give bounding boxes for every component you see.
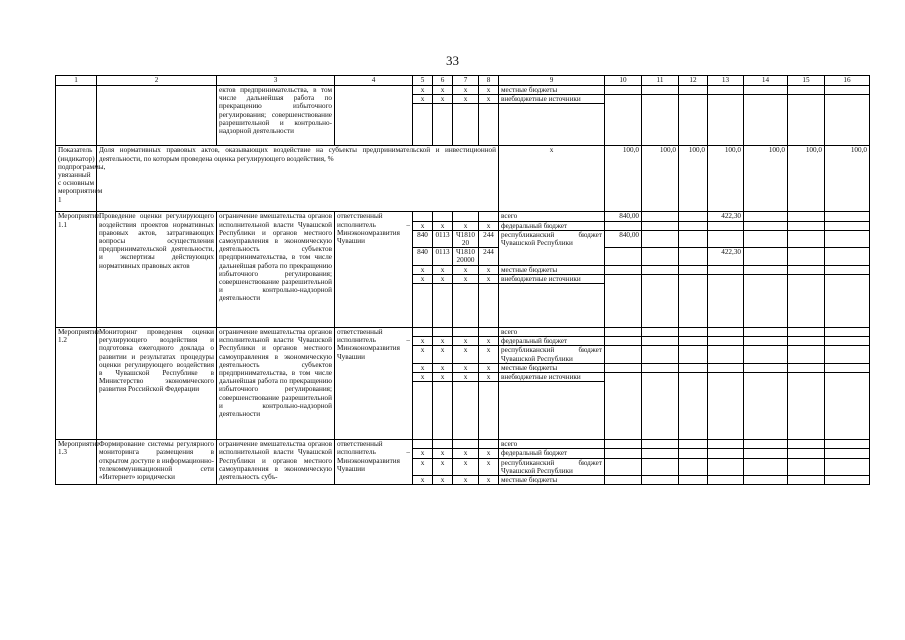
cell: [605, 95, 642, 146]
cell: x: [433, 363, 453, 372]
col-num: 16: [825, 76, 870, 86]
cell: Ч1810 20: [453, 230, 479, 247]
cell: [744, 458, 788, 475]
cell: [744, 337, 788, 346]
cell: [605, 337, 642, 346]
table-row: [56, 328, 870, 337]
cell: [433, 440, 453, 449]
cell: [642, 337, 679, 346]
cell: [642, 476, 679, 485]
cell: [708, 221, 744, 230]
measure-executor: ответственный исполнитель – Минэкономразвития Чувашии: [335, 440, 413, 485]
funding-source: местные бюджеты: [499, 363, 605, 372]
cell: x: [453, 458, 479, 475]
col-num: 15: [788, 76, 825, 86]
funding-source: местные бюджеты: [499, 476, 605, 485]
cell: [413, 382, 433, 440]
cell: [642, 230, 679, 247]
cell: [642, 265, 679, 274]
cell: [825, 337, 870, 346]
cell: x: [413, 221, 433, 230]
cell: [825, 248, 870, 265]
cell: [479, 212, 499, 221]
cell: [708, 274, 744, 327]
column-number-row: [56, 76, 870, 86]
cell: x: [433, 449, 453, 458]
funding-source: федеральный бюджет: [499, 449, 605, 458]
cell: [679, 449, 708, 458]
indicator-value: 100,0: [605, 146, 642, 212]
cell: Ч1810 20000: [453, 248, 479, 265]
cell: [679, 346, 708, 363]
cell: [788, 221, 825, 230]
cell: [825, 328, 870, 337]
cell: [708, 458, 744, 475]
col-num: 1: [56, 76, 97, 86]
indicator-text: Доля нормативных правовых актов, оказывающих воздействие на субъекты предпринимательской и инвестиционной деятельности, по которым проведена оценка регулирующего воздействия, %: [97, 146, 499, 212]
cell: [479, 104, 499, 146]
cell: [744, 449, 788, 458]
amount: [708, 230, 744, 247]
cell: [679, 328, 708, 337]
cell: [744, 248, 788, 265]
cell: [453, 440, 479, 449]
cell: [605, 458, 642, 475]
col-num: 2: [97, 76, 217, 86]
cell: [825, 86, 870, 95]
cell: x: [413, 95, 433, 104]
table-row: [56, 86, 870, 95]
cell: [605, 373, 642, 440]
cell: [788, 86, 825, 95]
funding-source: внебюджетные источники: [499, 373, 605, 382]
cell: x: [433, 373, 453, 382]
cell: [788, 337, 825, 346]
cell: x: [433, 86, 453, 95]
cell: [708, 373, 744, 440]
cell: x: [413, 363, 433, 372]
cell: [744, 230, 788, 247]
cell: [499, 104, 605, 146]
cell: x: [413, 86, 433, 95]
cell: [708, 476, 744, 485]
cell: x: [453, 265, 479, 274]
cell: [744, 440, 788, 449]
col-num: 10: [605, 76, 642, 86]
cell: [788, 230, 825, 247]
cell: [605, 449, 642, 458]
cell: [679, 440, 708, 449]
cell: [479, 284, 499, 328]
cell: [825, 440, 870, 449]
cell: [642, 373, 679, 440]
cell: [433, 212, 453, 221]
cell: [605, 476, 642, 485]
cell: x: [453, 337, 479, 346]
cell: x: [453, 449, 479, 458]
funding-source: федеральный бюджет: [499, 221, 605, 230]
cell: [605, 346, 642, 363]
cell: [679, 337, 708, 346]
measure-desc: Проведение оценки регулирующего воздействия проектов нормативных правовых актов, затрагивающих вопросы осуществления предпринимательской деятельности, и экспертизы действующих нормативных правовых актов: [97, 212, 217, 328]
cell: [605, 328, 642, 337]
cell: x: [479, 449, 499, 458]
amount: 422,30: [708, 248, 744, 265]
indicator-x: x: [499, 146, 605, 212]
cell: [642, 449, 679, 458]
col-num: 8: [479, 76, 499, 86]
cell: [642, 86, 679, 95]
cell: 0113: [433, 230, 453, 247]
cell: [335, 86, 413, 146]
funding-source: местные бюджеты: [499, 265, 605, 274]
funding-source: республиканский бюджет Чувашской Республики: [499, 346, 605, 363]
indicator-value: 100,0: [708, 146, 744, 212]
cell: [679, 230, 708, 247]
financing-table: [55, 75, 870, 485]
cell: [788, 346, 825, 363]
measure-goal: ограничение вмешательства органов исполнительной власти Чувашской Республики и органов местного самоуправления в экономическую деятельность субъ-: [217, 440, 335, 485]
cell: x: [453, 346, 479, 363]
cell: [413, 328, 433, 337]
funding-source: всего: [499, 440, 605, 449]
col-num: 12: [679, 76, 708, 86]
cell: [453, 104, 479, 146]
cell: [788, 95, 825, 146]
cell: [825, 476, 870, 485]
cell: [825, 458, 870, 475]
cell: [788, 373, 825, 440]
indicator-value: 100,0: [744, 146, 788, 212]
cell: [642, 248, 679, 265]
col-num: 4: [335, 76, 413, 86]
cell: [708, 440, 744, 449]
cell: [679, 212, 708, 221]
funding-source: всего: [499, 328, 605, 337]
cell: [825, 346, 870, 363]
col-num: 6: [433, 76, 453, 86]
cell: [433, 104, 453, 146]
cell: x: [413, 449, 433, 458]
cell: [679, 221, 708, 230]
cell: [642, 274, 679, 327]
cell: [744, 363, 788, 372]
cell: [605, 221, 642, 230]
cell: 244: [479, 230, 499, 247]
cell: x: [479, 373, 499, 382]
indicator-row: [56, 146, 870, 212]
cell: [97, 86, 217, 146]
cell: x: [433, 265, 453, 274]
cell: [642, 346, 679, 363]
measure-goal: ограничение вмешательства органов исполнительной власти Чувашской Республики и органов местного самоуправления в экономическую деятельность субъектов предпринимательства, в том числе дальнейшая работа по прекращению избыточного регулирования; совершенствование разрешительной и контрольно-надзорной деятельности: [217, 212, 335, 328]
cell: [605, 363, 642, 372]
indicator-value: 100,0: [642, 146, 679, 212]
cell: x: [413, 346, 433, 363]
cell: [708, 363, 744, 372]
cell: x: [479, 221, 499, 230]
cell: [788, 328, 825, 337]
cell: [679, 274, 708, 327]
cell: [642, 363, 679, 372]
cell: [679, 476, 708, 485]
cell: [788, 440, 825, 449]
cell: [788, 363, 825, 372]
cell: [744, 95, 788, 146]
cell: [605, 274, 642, 327]
cell: x: [433, 458, 453, 475]
cell: [56, 86, 97, 146]
cell: [708, 346, 744, 363]
cell: x: [433, 346, 453, 363]
cell: [679, 248, 708, 265]
cell: [453, 284, 479, 328]
cell: [825, 274, 870, 327]
cell: x: [453, 221, 479, 230]
col-num: 7: [453, 76, 479, 86]
cell: x: [433, 221, 453, 230]
cell: [433, 382, 453, 440]
cell: [642, 221, 679, 230]
cell: [413, 212, 433, 221]
cell: [708, 95, 744, 146]
amount: [605, 248, 642, 265]
cell: x: [453, 274, 479, 283]
funding-source: местные бюджеты: [499, 86, 605, 95]
measure-label: Мероприятие 1.3: [56, 440, 97, 485]
cell: x: [479, 337, 499, 346]
cell: x: [479, 363, 499, 372]
measure-label: Мероприятие 1.2: [56, 328, 97, 440]
cell: x: [453, 363, 479, 372]
cell: x: [453, 476, 479, 485]
col-num: 9: [499, 76, 605, 86]
measure-label: Мероприятие 1.1: [56, 212, 97, 328]
cell: [605, 440, 642, 449]
cell: [788, 248, 825, 265]
amount: 422,30: [708, 212, 744, 221]
cell: [413, 104, 433, 146]
cell: [642, 95, 679, 146]
cell: [744, 476, 788, 485]
cell: [433, 284, 453, 328]
measure-executor: ответственный исполнитель – Минэкономразвития Чувашии: [335, 328, 413, 440]
cell: [825, 212, 870, 221]
col-num: 14: [744, 76, 788, 86]
cell: x: [453, 86, 479, 95]
measure-goal: ограничение вмешательства органов исполнительной власти Чувашской Республики и органов местного самоуправления в экономическую деятельность субъектов предпринимательства, в том числе дальнейшая работа по прекращению избыточного регулирования; совершенствование разрешительной и контрольно-надзорной деятельности: [217, 328, 335, 440]
cell: x: [413, 476, 433, 485]
cell: x: [413, 373, 433, 382]
funding-source: всего: [499, 212, 605, 221]
table-row: [56, 212, 870, 221]
measure-executor: ответственный исполнитель – Минэкономразвития Чувашии: [335, 212, 413, 328]
indicator-label: Показатель (индикатор) подпрограммы, увязанный с основным мероприятием 1: [56, 146, 97, 212]
cell: 840: [413, 248, 433, 265]
funding-source: республиканский бюджет Чувашской Республики: [499, 230, 605, 265]
cell: [744, 212, 788, 221]
cell: [642, 458, 679, 475]
cell: [744, 86, 788, 95]
cell: [679, 458, 708, 475]
cell: x: [479, 476, 499, 485]
cell: x: [433, 476, 453, 485]
cell: [788, 274, 825, 327]
cell: x: [453, 95, 479, 104]
cell: x: [433, 95, 453, 104]
cell: [479, 440, 499, 449]
cell: x: [413, 458, 433, 475]
cell: [788, 265, 825, 274]
measure-desc: Формирование системы регулярного мониторинга размещения в открытом доступе в информационно-телекоммуникационной сети «Интернет» юридически: [97, 440, 217, 485]
cell: [825, 221, 870, 230]
measure-desc: Мониторинг проведения оценки регулирующего воздействия и подготовка ежегодного доклада о развитии и результатах процедуры оценки регулирующего воздействия в Чувашской Республике в Министерство экономического развития Российской Федерации: [97, 328, 217, 440]
funding-source: внебюджетные источники: [499, 95, 605, 104]
cell: [825, 363, 870, 372]
cell: [825, 449, 870, 458]
cell: [605, 86, 642, 95]
col-num: 3: [217, 76, 335, 86]
cell: [679, 265, 708, 274]
col-num: 5: [413, 76, 433, 86]
cell: [708, 337, 744, 346]
cell: [679, 86, 708, 95]
cell: x: [479, 86, 499, 95]
cell: [413, 440, 433, 449]
cell: x: [413, 337, 433, 346]
amount: 840,00: [605, 212, 642, 221]
cell: [708, 265, 744, 274]
cell: x: [479, 458, 499, 475]
indicator-value: 100,0: [825, 146, 870, 212]
col-num: 13: [708, 76, 744, 86]
amount: 840,00: [605, 230, 642, 247]
cell: [708, 86, 744, 95]
cell: [499, 382, 605, 440]
cell: [679, 373, 708, 440]
cell: [708, 328, 744, 337]
cell: [605, 265, 642, 274]
cell: [788, 476, 825, 485]
cell: x: [413, 274, 433, 283]
table-row: [56, 440, 870, 449]
cell: [825, 230, 870, 247]
funding-source: внебюджетные источники: [499, 274, 605, 283]
col-num: 11: [642, 76, 679, 86]
cell: 244: [479, 248, 499, 265]
cell: [788, 449, 825, 458]
cell: x: [479, 346, 499, 363]
cell: [679, 95, 708, 146]
cell: [642, 440, 679, 449]
cell: [825, 373, 870, 440]
cell: [788, 458, 825, 475]
cell: 0113: [433, 248, 453, 265]
cell: [453, 382, 479, 440]
cell: [499, 284, 605, 328]
cell: 840: [413, 230, 433, 247]
cell: [825, 265, 870, 274]
funding-source: федеральный бюджет: [499, 337, 605, 346]
cell: x: [433, 274, 453, 283]
cell: x: [479, 95, 499, 104]
cell: [679, 363, 708, 372]
cell: x: [433, 337, 453, 346]
page-number: 33: [446, 53, 459, 68]
cell: [453, 328, 479, 337]
funding-source: республиканский бюджет Чувашской Республики: [499, 458, 605, 475]
indicator-value: 100,0: [788, 146, 825, 212]
cell: [744, 274, 788, 327]
cell: [744, 221, 788, 230]
measure-goal: ектов предпринимательства, в том числе дальнейшая работа по прекращению избыточного регулирования; совершенствование разрешительной и контрольно-надзорной деятельности: [217, 86, 335, 146]
cell: [708, 449, 744, 458]
cell: [825, 95, 870, 146]
cell: [642, 212, 679, 221]
cell: [744, 346, 788, 363]
cell: [479, 328, 499, 337]
cell: [744, 373, 788, 440]
cell: [744, 265, 788, 274]
cell: [788, 212, 825, 221]
cell: [413, 284, 433, 328]
cell: [453, 212, 479, 221]
cell: [744, 328, 788, 337]
cell: [642, 328, 679, 337]
cell: x: [479, 274, 499, 283]
cell: x: [453, 373, 479, 382]
cell: x: [413, 265, 433, 274]
cell: x: [479, 265, 499, 274]
cell: [479, 382, 499, 440]
indicator-value: 100,0: [679, 146, 708, 212]
cell: [433, 328, 453, 337]
